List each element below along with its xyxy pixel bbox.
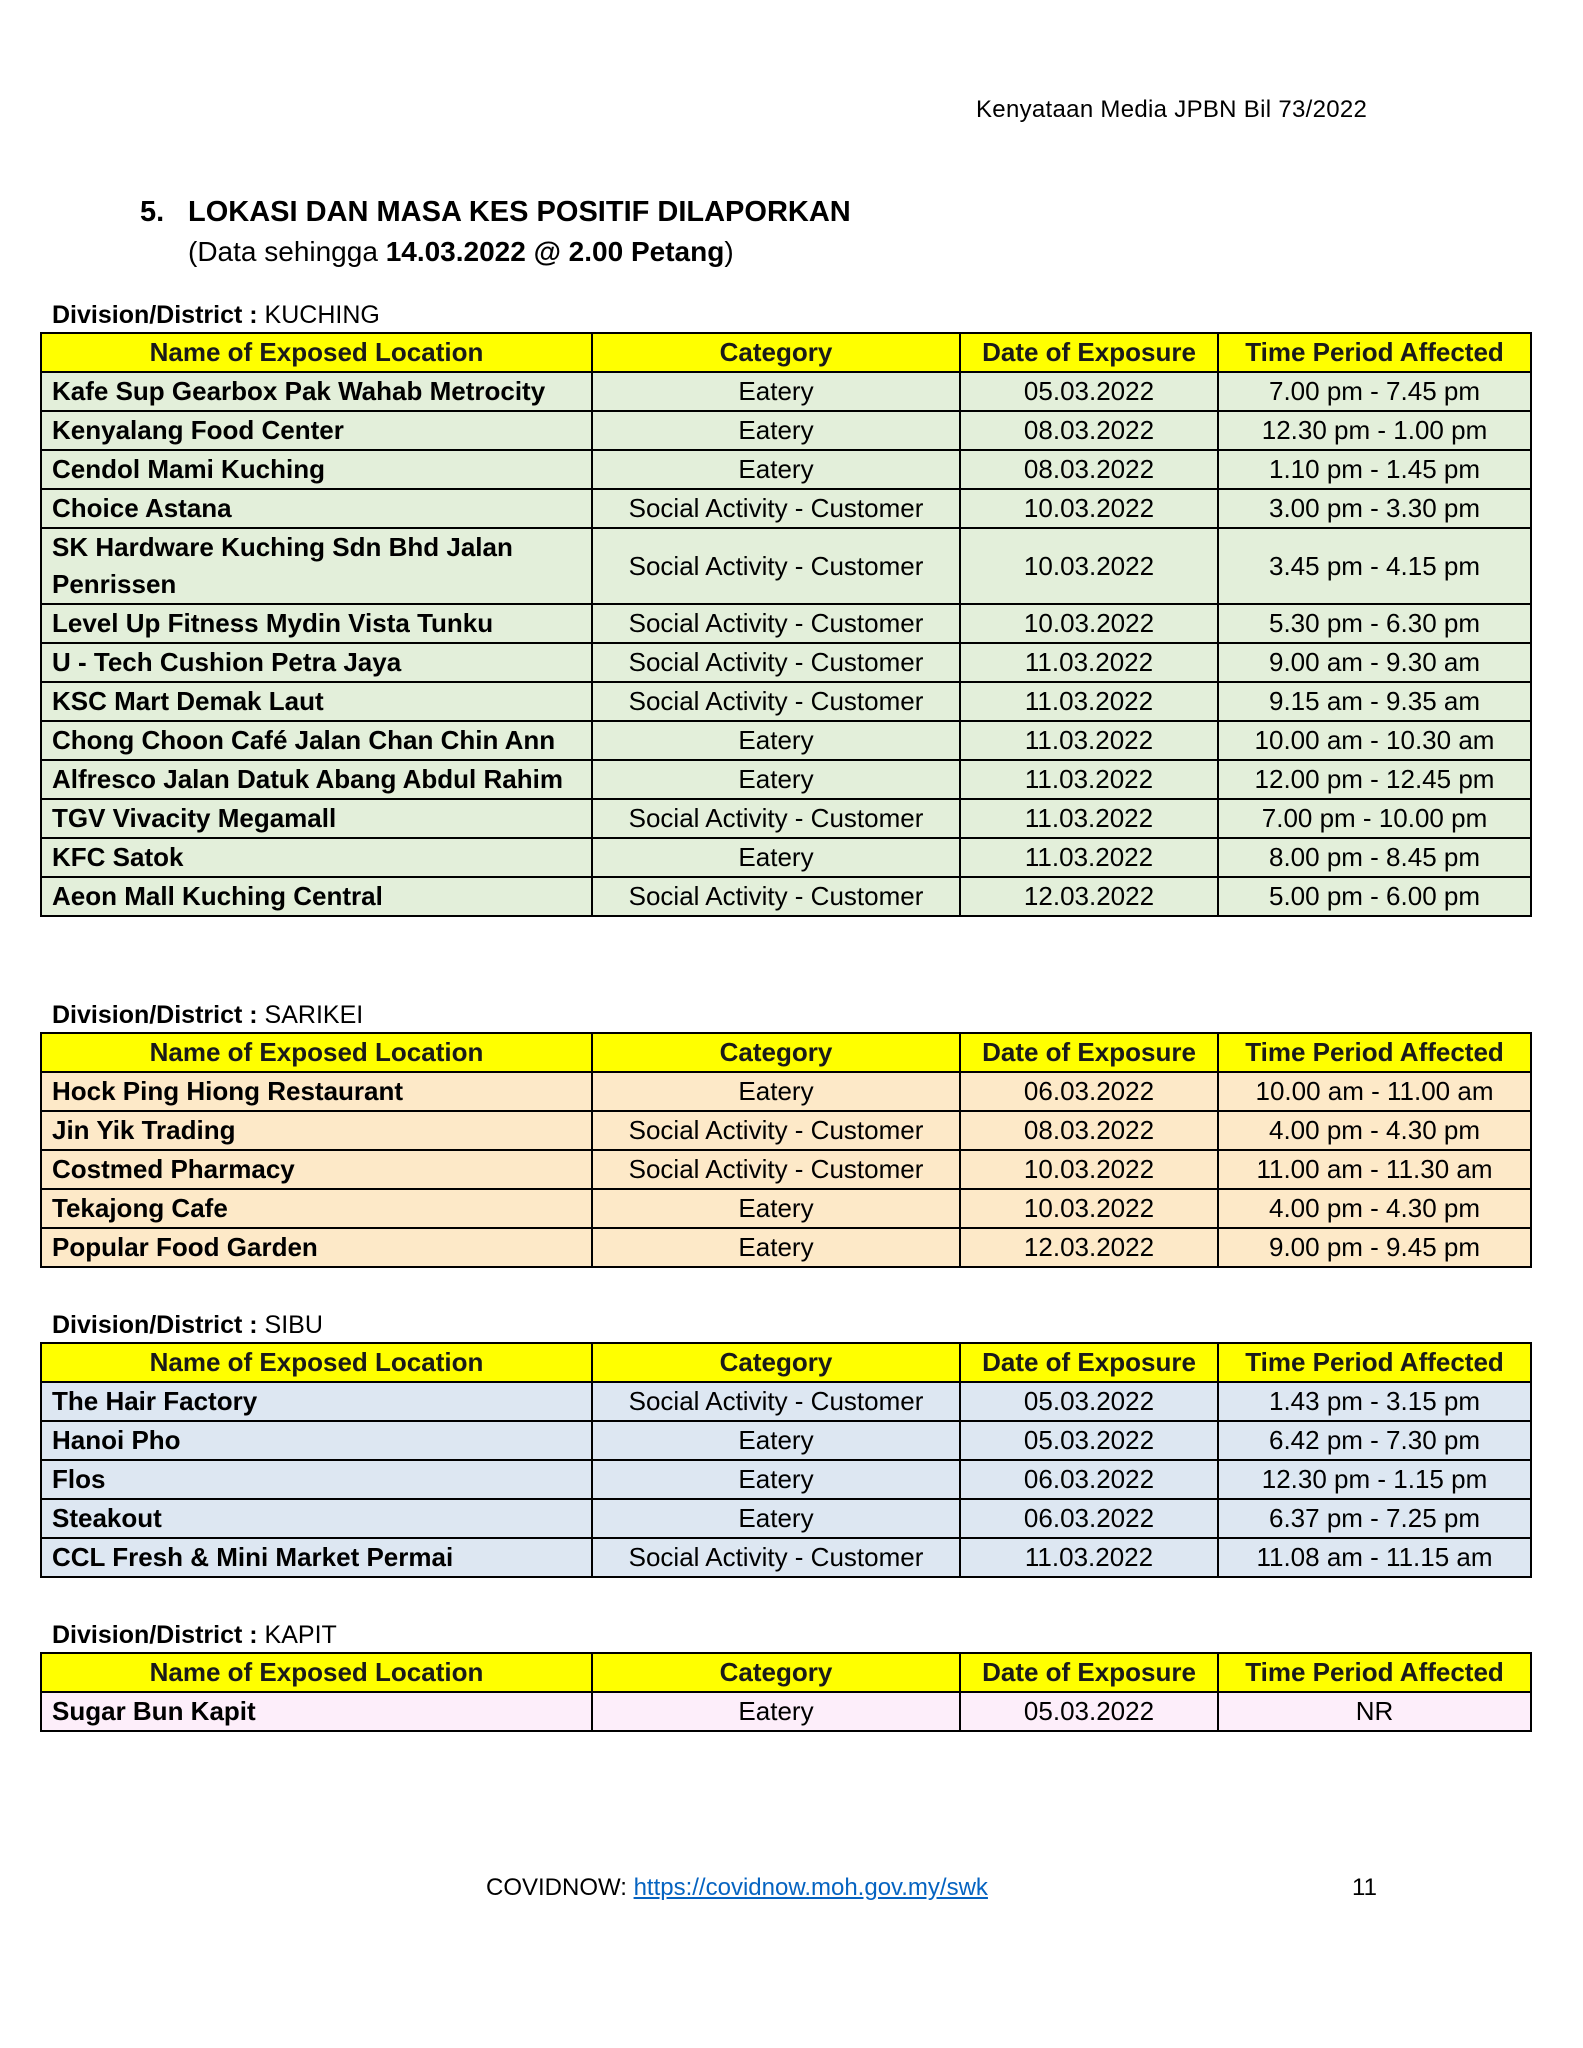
date-cell: 10.03.2022 — [960, 528, 1218, 604]
table-row — [41, 721, 1531, 760]
category-cell: Eatery — [592, 1499, 960, 1538]
time-cell: 5.30 pm - 6.30 pm — [1218, 604, 1531, 643]
category-cell: Eatery — [592, 372, 960, 411]
header-time: Time Period Affected — [1218, 1653, 1531, 1692]
district-label — [40, 1308, 1530, 1342]
location-cell: Hanoi Pho — [41, 1421, 592, 1460]
section-number: 5. — [140, 196, 165, 228]
section-title — [140, 196, 851, 229]
table-row — [41, 1692, 1531, 1731]
header-date: Date of Exposure — [960, 1343, 1218, 1382]
district-sarikei — [40, 998, 1530, 1268]
district-name: KUCHING — [264, 301, 380, 329]
time-cell: 5.00 pm - 6.00 pm — [1218, 877, 1531, 916]
table-row — [41, 528, 1531, 604]
location-cell: KSC Mart Demak Laut — [41, 682, 592, 721]
section-title-text: LOKASI DAN MASA KES POSITIF DILAPORKAN — [188, 196, 851, 228]
table-row — [41, 643, 1531, 682]
header-date: Date of Exposure — [960, 333, 1218, 372]
category-cell: Eatery — [592, 411, 960, 450]
district-name: KAPIT — [264, 1621, 337, 1649]
date-cell: 05.03.2022 — [960, 1421, 1218, 1460]
header-date: Date of Exposure — [960, 1653, 1218, 1692]
time-cell: 1.43 pm - 3.15 pm — [1218, 1382, 1531, 1421]
time-cell: 9.15 am - 9.35 am — [1218, 682, 1531, 721]
header-location: Name of Exposed Location — [41, 333, 592, 372]
header-category: Category — [592, 333, 960, 372]
time-cell: 3.00 pm - 3.30 pm — [1218, 489, 1531, 528]
category-cell: Eatery — [592, 450, 960, 489]
exposure-table — [40, 1652, 1532, 1732]
category-cell: Social Activity - Customer — [592, 528, 960, 604]
category-cell: Social Activity - Customer — [592, 1150, 960, 1189]
time-cell: 6.37 pm - 7.25 pm — [1218, 1499, 1531, 1538]
footer-prefix: COVIDNOW: — [486, 1874, 634, 1901]
time-cell: 10.00 am - 10.30 am — [1218, 721, 1531, 760]
table-row — [41, 1111, 1531, 1150]
time-cell: 3.45 pm - 4.15 pm — [1218, 528, 1531, 604]
category-cell: Eatery — [592, 1460, 960, 1499]
table-row — [41, 1538, 1531, 1577]
location-cell: SK Hardware Kuching Sdn Bhd Jalan Penrissen — [41, 528, 592, 604]
category-cell: Social Activity - Customer — [592, 604, 960, 643]
date-cell: 12.03.2022 — [960, 877, 1218, 916]
category-cell: Eatery — [592, 1692, 960, 1731]
time-cell: 11.08 am - 11.15 am — [1218, 1538, 1531, 1577]
date-cell: 06.03.2022 — [960, 1499, 1218, 1538]
date-cell: 12.03.2022 — [960, 1228, 1218, 1267]
location-cell: Cendol Mami Kuching — [41, 450, 592, 489]
time-cell: 1.10 pm - 1.45 pm — [1218, 450, 1531, 489]
location-cell: Jin Yik Trading — [41, 1111, 592, 1150]
time-cell: 12.00 pm - 12.45 pm — [1218, 760, 1531, 799]
exposure-table — [40, 1342, 1532, 1578]
date-cell: 11.03.2022 — [960, 721, 1218, 760]
table-header-row — [41, 333, 1531, 372]
date-cell: 11.03.2022 — [960, 838, 1218, 877]
date-cell: 05.03.2022 — [960, 372, 1218, 411]
category-cell: Social Activity - Customer — [592, 643, 960, 682]
subtitle-date: 14.03.2022 @ 2.00 Petang — [385, 236, 725, 267]
district-sibu — [40, 1308, 1530, 1578]
date-cell: 11.03.2022 — [960, 760, 1218, 799]
category-cell: Social Activity - Customer — [592, 1538, 960, 1577]
time-cell: 7.00 pm - 10.00 pm — [1218, 799, 1531, 838]
exposure-table — [40, 1032, 1532, 1268]
subtitle-prefix: (Data sehingga — [188, 236, 386, 267]
page-header: Kenyataan Media JPBN Bil 73/2022 — [976, 96, 1368, 123]
table-row — [41, 1189, 1531, 1228]
table-row — [41, 877, 1531, 916]
category-cell: Social Activity - Customer — [592, 1111, 960, 1150]
category-cell: Eatery — [592, 721, 960, 760]
location-cell: Steakout — [41, 1499, 592, 1538]
location-cell: KFC Satok — [41, 838, 592, 877]
header-category: Category — [592, 1343, 960, 1382]
table-row — [41, 450, 1531, 489]
time-cell: 12.30 pm - 1.15 pm — [1218, 1460, 1531, 1499]
table-row — [41, 1499, 1531, 1538]
time-cell: 9.00 pm - 9.45 pm — [1218, 1228, 1531, 1267]
time-cell: 10.00 am - 11.00 am — [1218, 1072, 1531, 1111]
district-label — [40, 1618, 1530, 1652]
table-row — [41, 411, 1531, 450]
category-cell: Social Activity - Customer — [592, 682, 960, 721]
category-cell: Eatery — [592, 1228, 960, 1267]
header-time: Time Period Affected — [1218, 1343, 1531, 1382]
location-cell: Choice Astana — [41, 489, 592, 528]
table-row — [41, 1228, 1531, 1267]
header-location: Name of Exposed Location — [41, 1653, 592, 1692]
date-cell: 10.03.2022 — [960, 489, 1218, 528]
time-cell: 4.00 pm - 4.30 pm — [1218, 1111, 1531, 1150]
table-row — [41, 682, 1531, 721]
header-time: Time Period Affected — [1218, 1033, 1531, 1072]
date-cell: 05.03.2022 — [960, 1692, 1218, 1731]
category-cell: Eatery — [592, 1072, 960, 1111]
category-cell: Social Activity - Customer — [592, 799, 960, 838]
table-row — [41, 1421, 1531, 1460]
table-row — [41, 799, 1531, 838]
date-cell: 11.03.2022 — [960, 643, 1218, 682]
table-row — [41, 760, 1531, 799]
header-location: Name of Exposed Location — [41, 1033, 592, 1072]
location-cell: Kenyalang Food Center — [41, 411, 592, 450]
category-cell: Eatery — [592, 1421, 960, 1460]
district-name: SARIKEI — [264, 1001, 364, 1029]
district-label — [40, 298, 1530, 332]
time-cell: 4.00 pm - 4.30 pm — [1218, 1189, 1531, 1228]
district-label — [40, 998, 1530, 1032]
date-cell: 05.03.2022 — [960, 1382, 1218, 1421]
location-cell: The Hair Factory — [41, 1382, 592, 1421]
time-cell: 12.30 pm - 1.00 pm — [1218, 411, 1531, 450]
time-cell: 7.00 pm - 7.45 pm — [1218, 372, 1531, 411]
table-header-row — [41, 1033, 1531, 1072]
table-row — [41, 1072, 1531, 1111]
date-cell: 08.03.2022 — [960, 1111, 1218, 1150]
time-cell: NR — [1218, 1692, 1531, 1731]
district-kuching — [40, 298, 1530, 917]
table-header-row — [41, 1343, 1531, 1382]
table-row — [41, 838, 1531, 877]
table-row — [41, 489, 1531, 528]
location-cell: Kafe Sup Gearbox Pak Wahab Metrocity — [41, 372, 592, 411]
category-cell: Social Activity - Customer — [592, 1382, 960, 1421]
district-label-prefix: Division/District : — [52, 301, 265, 329]
category-cell: Eatery — [592, 838, 960, 877]
header-time: Time Period Affected — [1218, 333, 1531, 372]
date-cell: 06.03.2022 — [960, 1072, 1218, 1111]
district-name: SIBU — [264, 1311, 323, 1339]
time-cell: 9.00 am - 9.30 am — [1218, 643, 1531, 682]
table-row — [41, 372, 1531, 411]
date-cell: 11.03.2022 — [960, 1538, 1218, 1577]
category-cell: Social Activity - Customer — [592, 877, 960, 916]
district-label-prefix: Division/District : — [52, 1311, 265, 1339]
district-kapit — [40, 1618, 1530, 1732]
district-label-prefix: Division/District : — [52, 1621, 265, 1649]
date-cell: 06.03.2022 — [960, 1460, 1218, 1499]
date-cell: 10.03.2022 — [960, 1150, 1218, 1189]
subtitle-suffix: ) — [724, 236, 734, 267]
location-cell: Level Up Fitness Mydin Vista Tunku — [41, 604, 592, 643]
header-category: Category — [592, 1033, 960, 1072]
covidnow-link[interactable]: https://covidnow.moh.gov.my/swk — [633, 1874, 988, 1901]
location-cell: Aeon Mall Kuching Central — [41, 877, 592, 916]
footer — [486, 1874, 988, 1902]
exposure-table — [40, 332, 1532, 917]
location-cell: Chong Choon Café Jalan Chan Chin Ann — [41, 721, 592, 760]
location-cell: Costmed Pharmacy — [41, 1150, 592, 1189]
date-cell: 08.03.2022 — [960, 411, 1218, 450]
category-cell: Eatery — [592, 1189, 960, 1228]
time-cell: 11.00 am - 11.30 am — [1218, 1150, 1531, 1189]
header-location: Name of Exposed Location — [41, 1343, 592, 1382]
location-cell: Sugar Bun Kapit — [41, 1692, 592, 1731]
time-cell: 8.00 pm - 8.45 pm — [1218, 838, 1531, 877]
location-cell: U - Tech Cushion Petra Jaya — [41, 643, 592, 682]
location-cell: Flos — [41, 1460, 592, 1499]
date-cell: 11.03.2022 — [960, 799, 1218, 838]
table-row — [41, 1382, 1531, 1421]
date-cell: 11.03.2022 — [960, 682, 1218, 721]
page-number: 11 — [1352, 1874, 1377, 1901]
date-cell: 10.03.2022 — [960, 604, 1218, 643]
table-row — [41, 604, 1531, 643]
category-cell: Social Activity - Customer — [592, 489, 960, 528]
location-cell: Popular Food Garden — [41, 1228, 592, 1267]
section-subtitle — [188, 236, 734, 268]
table-header-row — [41, 1653, 1531, 1692]
location-cell: TGV Vivacity Megamall — [41, 799, 592, 838]
date-cell: 10.03.2022 — [960, 1189, 1218, 1228]
date-cell: 08.03.2022 — [960, 450, 1218, 489]
location-cell: Hock Ping Hiong Restaurant — [41, 1072, 592, 1111]
table-row — [41, 1150, 1531, 1189]
district-label-prefix: Division/District : — [52, 1001, 265, 1029]
table-row — [41, 1460, 1531, 1499]
location-cell: Tekajong Cafe — [41, 1189, 592, 1228]
header-date: Date of Exposure — [960, 1033, 1218, 1072]
location-cell: CCL Fresh & Mini Market Permai — [41, 1538, 592, 1577]
header-category: Category — [592, 1653, 960, 1692]
location-cell: Alfresco Jalan Datuk Abang Abdul Rahim — [41, 760, 592, 799]
time-cell: 6.42 pm - 7.30 pm — [1218, 1421, 1531, 1460]
category-cell: Eatery — [592, 760, 960, 799]
